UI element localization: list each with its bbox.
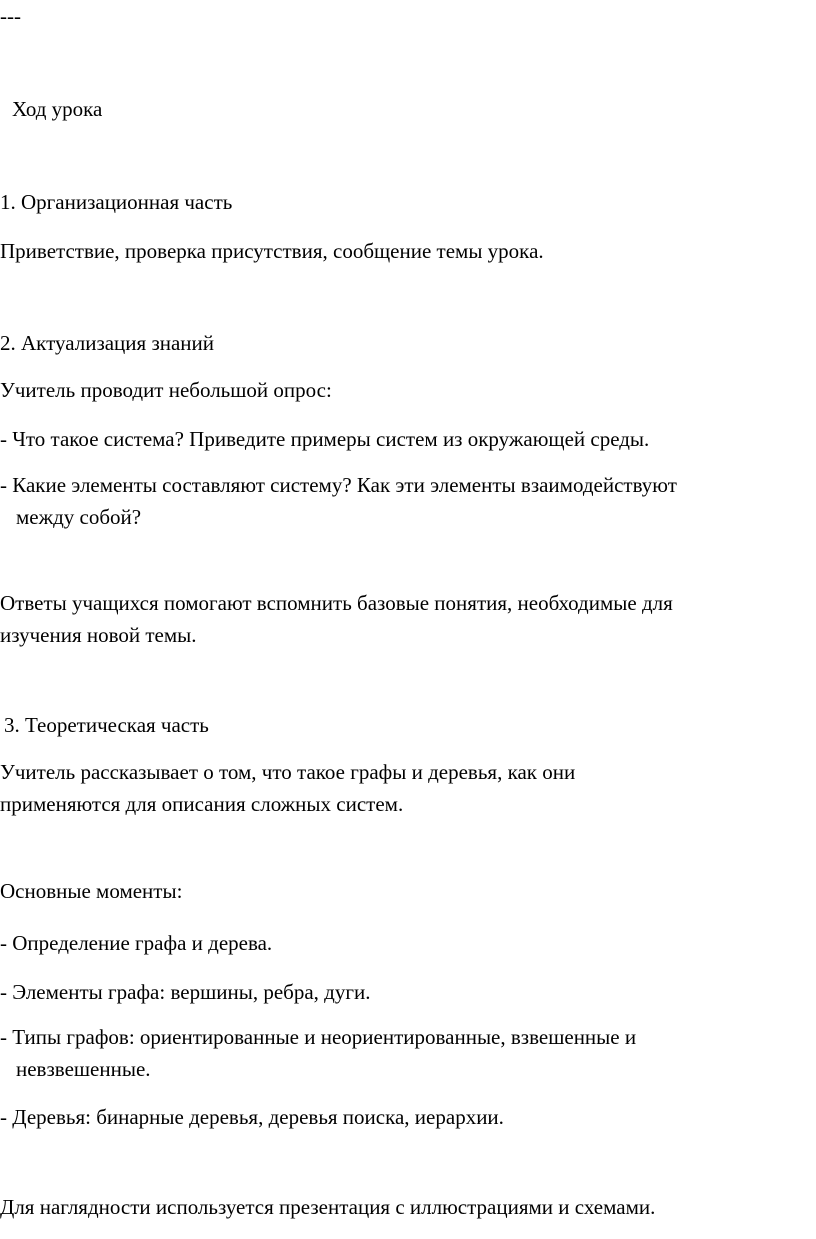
separator-line: ---	[0, 4, 21, 28]
section-outro-line: Ответы учащихся помогают вспомнить базовые понятия, необходимые для	[0, 591, 673, 615]
section-heading-actualization: 2. Актуализация знаний	[0, 331, 215, 355]
list-item-continuation: между собой?	[16, 505, 142, 529]
list-item: - Деревья: бинарные деревья, деревья поиска, иерархии.	[0, 1105, 504, 1129]
section-text-line: применяются для описания сложных систем.	[0, 792, 404, 816]
list-item: - Какие элементы составляют систему? Как эти элементы взаимодействуют	[0, 473, 677, 497]
section-text-line: Учитель рассказывает о том, что такое графы и деревья, как они	[0, 760, 576, 784]
section-outro-line: изучения новой темы.	[0, 623, 197, 647]
page-title: Ход урока	[12, 97, 103, 121]
section-heading-theory: 3. Теоретическая часть	[4, 713, 209, 737]
section-intro-actualization: Учитель проводит небольшой опрос:	[0, 378, 332, 402]
closing-text: Для наглядности используется презентация с иллюстрациями и схемами.	[0, 1195, 656, 1219]
key-points-label: Основные моменты:	[0, 879, 183, 903]
list-item-continuation: невзвешенные.	[16, 1057, 151, 1081]
section-text-organizational: Приветствие, проверка присутствия, сообщение темы урока.	[0, 239, 544, 263]
list-item: - Определение графа и дерева.	[0, 931, 273, 955]
list-item: - Что такое система? Приведите примеры систем из окружающей среды.	[0, 427, 650, 451]
list-item: - Элементы графа: вершины, ребра, дуги.	[0, 980, 371, 1004]
list-item: - Типы графов: ориентированные и неориентированные, взвешенные и	[0, 1025, 637, 1049]
section-heading-organizational: 1. Организационная часть	[0, 190, 233, 214]
